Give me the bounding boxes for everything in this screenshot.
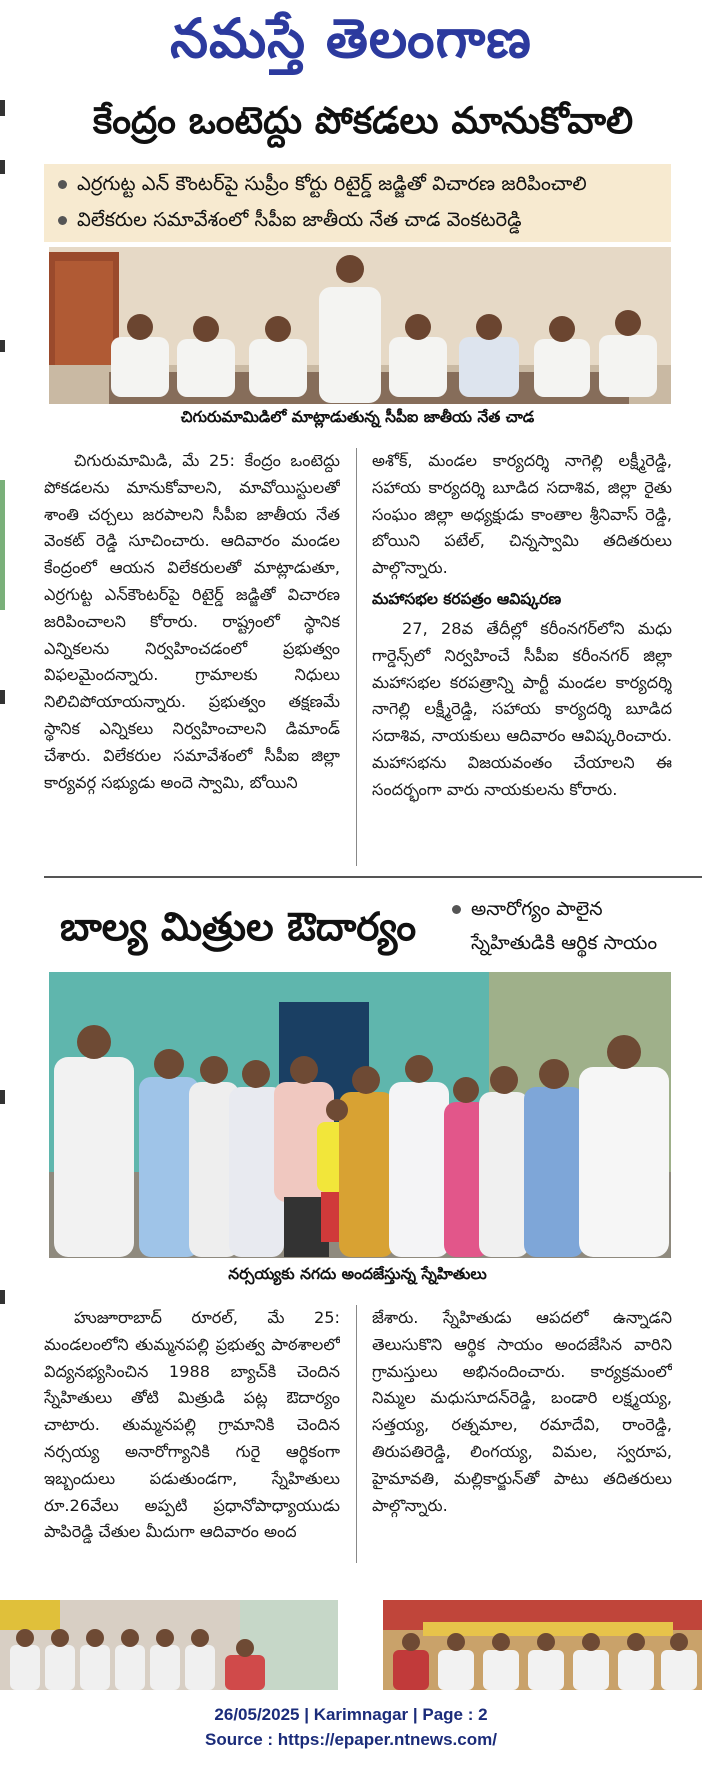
article1-photo — [49, 247, 671, 404]
bullet-icon — [58, 216, 67, 225]
subhead-text: విలేకరుల సమావేశంలో సీపీఐ జాతీయ నేత చాడ వెంకటరెడ్డి — [77, 208, 522, 231]
article1-col1-text: చిగురుమామిడి, మే 25: కేంద్రం ఒంటెద్దు పోకడలను మానుకోవాలని, మావోయిస్టులతో శాంతి చర్చలు జరపాలని సీపీఐ జాతీయ నేత వెంకట్ రెడ్డి సూచించారు. ఆదివారం మండల కేంద్రంలో ఆయన విలేకరులతో మాట్లాడుతూ, ఎర్రగుట్ట ఎన్‌కౌంటర్‌పై రిటైర్డ్ జడ్జితో విచారణ జరిపించాలని కోరారు. రాష్ట్రంలో స్థానిక ఎన్నికలను నిర్వహించడంలో ప్రభుత్వం విఫలమైందన్నారు. గ్రామాలకు నిధులు నిలిచిపోయాయన్నారు. ప్రభుత్వం తక్షణమే స్థానిక ఎన్నికలు నిర్వహించాలని డిమాండ్ చేశారు. విలేకరుల సమావేశంలో సీపీఐ జిల్లా కార్యవర్గ సభ్యుడు అందె స్వామి, బోయిని — [44, 451, 340, 792]
article2-column-1 — [44, 1305, 340, 1565]
article2-column-2 — [372, 1305, 672, 1565]
side-bullet-text: స్నేహితుడికి ఆర్థిక సాయం — [471, 932, 658, 954]
article2-col1-text: హుజూరాబాద్ రూరల్, మే 25: మండలంలోని తుమ్మనపల్లి ప్రభుత్వ పాఠశాలలో విద్యనభ్యసించిన 1988 బ్యాచ్‌కి చెందిన స్నేహితులు తోటి మిత్రుడి పట్ల ఔదార్యం చాటారు. తుమ్మనపల్లి గ్రామానికి చెందిన నర్సయ్య అనారోగ్యానికి గురై ఆర్థికంగా ఇబ్బందులు పడుతుండగా, స్నేహితులు రూ.26వేలు అప్పటి ప్రధానోపాధ్యాయుడు పాపిరెడ్డి చేతుల మీదుగా ఆదివారం అంద — [44, 1308, 340, 1542]
footer-source-line: Source : https://epaper.ntnews.com/ — [205, 1730, 497, 1749]
article2-photo — [49, 972, 671, 1258]
subhead-item — [58, 202, 663, 238]
article1-col2-subhead: మహాసభల కరపత్రం ఆవిష్కరణ — [372, 589, 562, 608]
article1-headline: కేంద్రం ఒంటెద్దు పోకడలు మానుకోవాలి — [92, 99, 634, 142]
press-meet-photo — [49, 247, 671, 404]
subhead-text: ఎర్రగుట్ట ఎన్ కౌంటర్‌పై సుప్రీం కోర్టు రిటైర్డ్ జడ్జితో విచారణ జరిపించాలి — [77, 172, 587, 195]
article1-subheads — [44, 164, 671, 242]
masthead-logo: నమస్తే తెలంగాణ — [170, 7, 532, 70]
article1-column-1 — [44, 448, 340, 868]
article1-photo-caption: చిగురుమామిడిలో మాట్లాడుతున్న సీపీఐ జాతీయ నేత చాడ — [180, 408, 535, 426]
article1-col2-text-a: అశోక్, మండల కార్యదర్శి నాగెల్లి లక్ష్మీరెడ్డి, సహాయ కార్యదర్శి బూడిద సదాశివ, జిల్లా రైతు సంఘం జిల్లా అధ్యక్షుడు కాంతాల శ్రీనివాస్ రెడ్డి, బోయిని పటేల్, చిన్నస్వామి తదితరులు పాల్గొన్నారు. — [372, 451, 672, 578]
article2-headline: బాల్య మిత్రుల ఔదార్యం — [60, 905, 417, 950]
article2-side-bullet — [452, 892, 692, 964]
article2-col2-text: జేశారు. స్నేహితుడు ఆపదలో ఉన్నాడని తెలుసుకొని ఆర్థిక సాయం అందజేసిన వారిని గ్రామస్తులు అభినందించారు. కార్యక్రమంలో నిమ్మల మధుసూదన్‌రెడ్డి, బండారి లక్ష్మయ్య, సత్తయ్య, రత్నమాల, రమాదేవి, రాంరెడ్డి, తిరుపతిరెడ్డి, లింగయ్య, విమల, స్వరూప, హైమావతి, మల్లికార్జున్‌తో పాటు తదితరులు పాల్గొన్నారు. — [372, 1308, 672, 1515]
subhead-item — [58, 166, 663, 202]
column-divider — [356, 1305, 357, 1563]
side-bullet-line — [452, 892, 692, 926]
adjacent-photo-right — [383, 1600, 702, 1690]
group-photo-left — [0, 1600, 338, 1690]
bullet-icon — [58, 180, 67, 189]
friends-group-photo — [49, 972, 671, 1258]
adjacent-column-strip — [0, 90, 6, 1560]
footer-date-line: 26/05/2025 | Karimnagar | Page : 2 — [214, 1705, 488, 1724]
bullet-icon — [452, 905, 461, 914]
group-photo-right — [383, 1600, 702, 1690]
section-divider — [44, 876, 702, 878]
side-bullet-text: అనారోగ్యం పాలైన — [471, 898, 603, 920]
adjacent-photo-left — [0, 1600, 338, 1690]
column-divider — [356, 448, 357, 866]
article2-photo-caption: నర్సయ్యకు నగదు అందజేస్తున్న స్నేహితులు — [228, 1265, 487, 1283]
article1-column-2 — [372, 448, 672, 868]
article1-col2-text-b: 27, 28వ తేదీల్లో కరీంనగర్‌లోని మధు గార్డెన్స్‌లో నిర్వహించే సీపీఐ కరీంనగర్ జిల్లా మహాసభల కరపత్రాన్ని పార్టీ మండల కార్యదర్శి నాగెల్లి లక్ష్మీరెడ్డి, సహాయ కార్యదర్శి బూడిద సదాశివ, నాయకులు ఆదివారం ఆవిష్కరించారు. మహాసభను విజయవంతం చేయాలని ఈ సందర్భంగా వారు నాయకులను కోరారు. — [372, 618, 672, 799]
